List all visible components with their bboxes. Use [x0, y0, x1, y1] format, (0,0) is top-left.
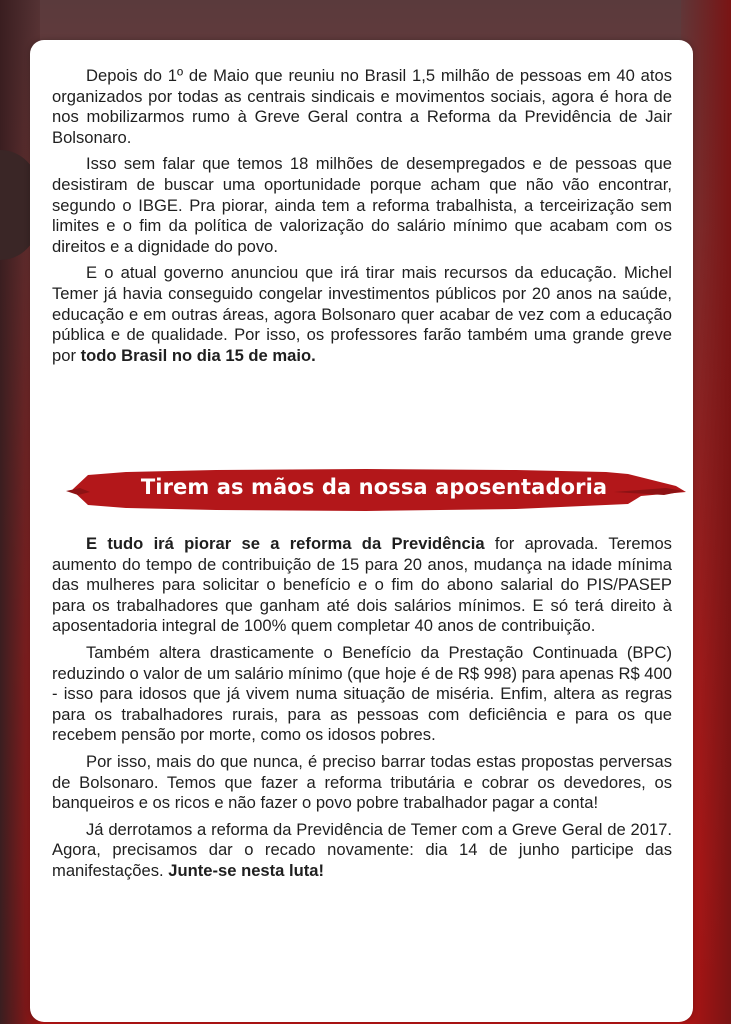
paragraph-general-strike-text: Já derrotamos a reforma da Previdência de Temer com a Greve Geral de 2017. Agora, precisamos dar o recado novamente: dia 14 de junho participe das manifestações.	[52, 819, 672, 880]
paragraph-reform-text: for aprovada. Teremos aumento do tempo de contribuição de 15 para 20 anos, mudança na idade mínima das mulheres para solicitar o benefício e o fim do abono salarial do PIS/PASEP para os trabalhadores que ganham até dois salários mínimos. E só terá direito à aposentadoria integral de 100% quem completar 40 anos de contribuição.	[52, 534, 672, 636]
paragraph-general-strike	[52, 820, 672, 882]
paragraph-education-highlight: todo Brasil no dia 15 de maio.	[80, 345, 316, 365]
section-pension-reform	[52, 534, 672, 888]
paragraph-bpc: Também altera drasticamente o Benefício da Prestação Continuada (BPC) reduzindo o valor de um salário mínimo (que hoje é de R$ 998) para apenas R$ 400 - isso para idosos que já vivem numa situação de miséria. Enfim, altera as regras para os trabalhadores rurais, para as pessoas com deficiência e para os que recebem pensão por morte, como os idosos pobres.	[52, 642, 672, 745]
section-intro	[52, 66, 672, 372]
paragraph-education	[52, 263, 672, 366]
paragraph-stop-proposals: Por isso, mais do que nunca, é preciso barrar todas estas propostas perversas de Bolsonaro. Temos que fazer a reforma tributária e cobrar os devedores, os banqueiros e os ricos e não fazer o povo pobre trabalhador pagar a conta!	[52, 751, 672, 813]
paragraph-reform-effects	[52, 534, 672, 637]
section-banner	[66, 466, 686, 516]
paragraph-reform-highlight: E tudo irá piorar se a reforma da Previdência	[86, 534, 485, 553]
banner-title: Tirem as mãos da nossa aposentadoria	[140, 475, 608, 499]
paragraph-unemployment: Isso sem falar que temos 18 milhões de desempregados e de pessoas que desistiram de buscar uma oportunidade porque acham que não vão encontrar, segundo o IBGE. Pra piorar, ainda tem a reforma trabalhista, a terceirização sem limites e o fim da política de valorização do salário mínimo que acabam com os direitos e a dignidade do povo.	[52, 154, 672, 256]
call-to-action: Junte-se nesta luta!	[168, 860, 325, 880]
paragraph-education-text: E o atual governo anunciou que irá tirar mais recursos da educação. Michel Temer já havia conseguido congelar investimentos públicos por 20 anos na saúde, educação e em outras áreas, agora Bolsonaro quer acabar de vez com a educação pública e de qualidade. Por isso, os professores farão também uma grande greve por	[52, 263, 672, 365]
paragraph-may-day: Depois do 1º de Maio que reuniu no Brasil 1,5 milhão de pessoas em 40 atos organizados por todas as centrais sindicais e movimentos sociais, agora é hora de nos mobilizarmos rumo à Greve Geral contra a Reforma da Previdência de Jair Bolsonaro.	[52, 66, 672, 147]
